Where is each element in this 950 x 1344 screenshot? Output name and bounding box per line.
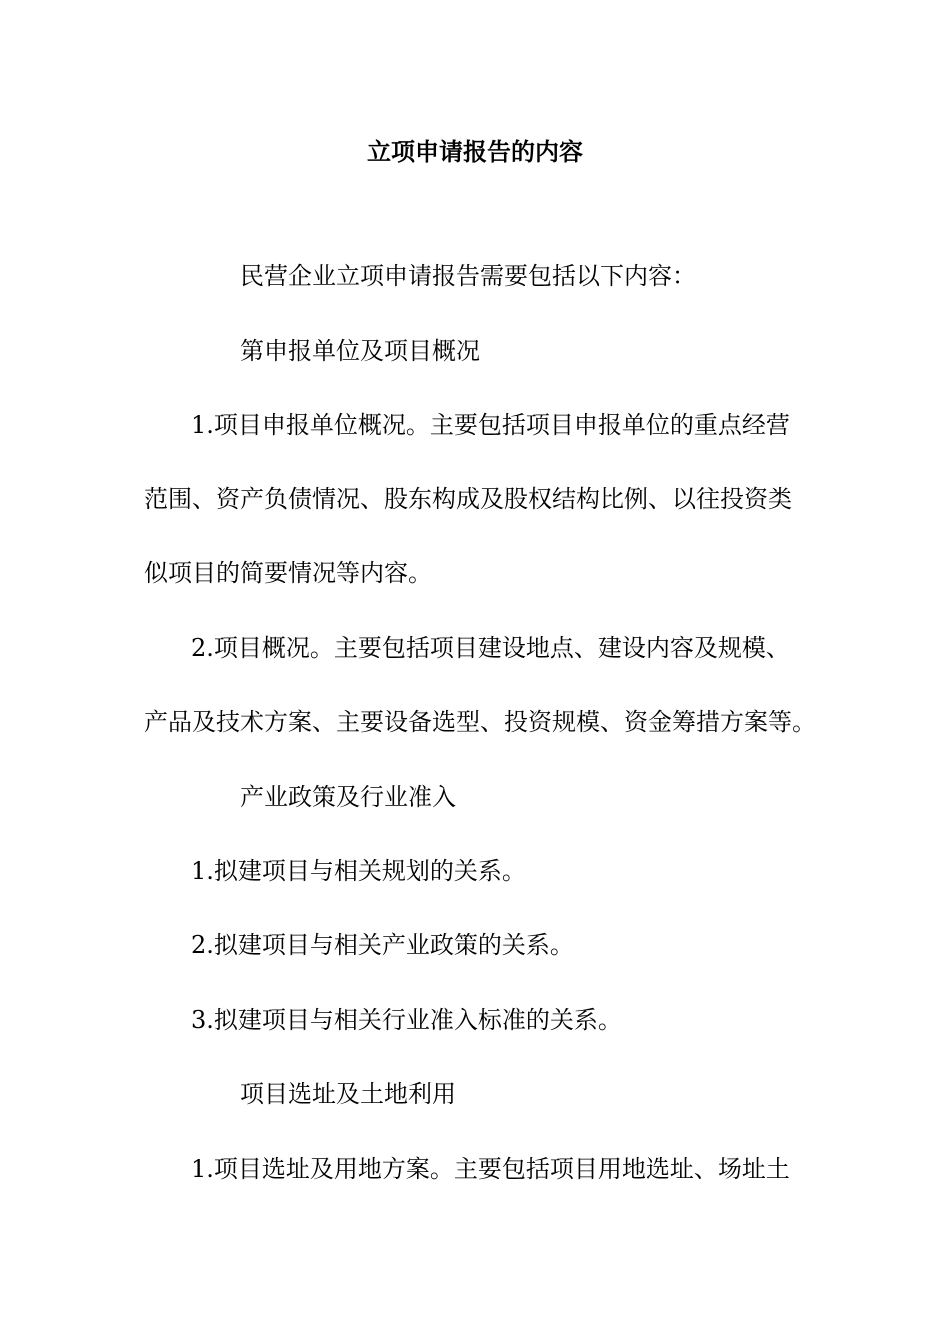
paragraph-line: 2.项目概况。主要包括项目建设地点、建设内容及规模、 (191, 634, 790, 662)
paragraph-line: 2.拟建项目与相关产业政策的关系。 (191, 931, 574, 959)
document-title: 立项申请报告的内容 (367, 137, 583, 166)
paragraph-line: 范围、资产负债情况、股东构成及股权结构比例、以往投资类 (144, 485, 792, 513)
paragraph-line: 3.拟建项目与相关行业准入标准的关系。 (191, 1006, 622, 1034)
paragraph-line: 1.拟建项目与相关规划的关系。 (191, 857, 526, 885)
section-heading-applicant: 第申报单位及项目概况 (240, 337, 480, 365)
paragraph-line: 1.项目申报单位概况。主要包括项目申报单位的重点经营 (191, 411, 790, 439)
paragraph-line: 1.项目选址及用地方案。主要包括项目用地选址、场址土 (191, 1155, 790, 1183)
section-heading-policy: 产业政策及行业准入 (240, 783, 456, 811)
section-heading-site: 项目选址及土地利用 (240, 1080, 456, 1108)
paragraph-line: 产品及技术方案、主要设备选型、投资规模、资金筹措方案等。 (144, 708, 816, 736)
paragraph-intro: 民营企业立项申请报告需要包括以下内容： (240, 262, 696, 290)
paragraph-line: 似项目的简要情况等内容。 (144, 559, 432, 587)
